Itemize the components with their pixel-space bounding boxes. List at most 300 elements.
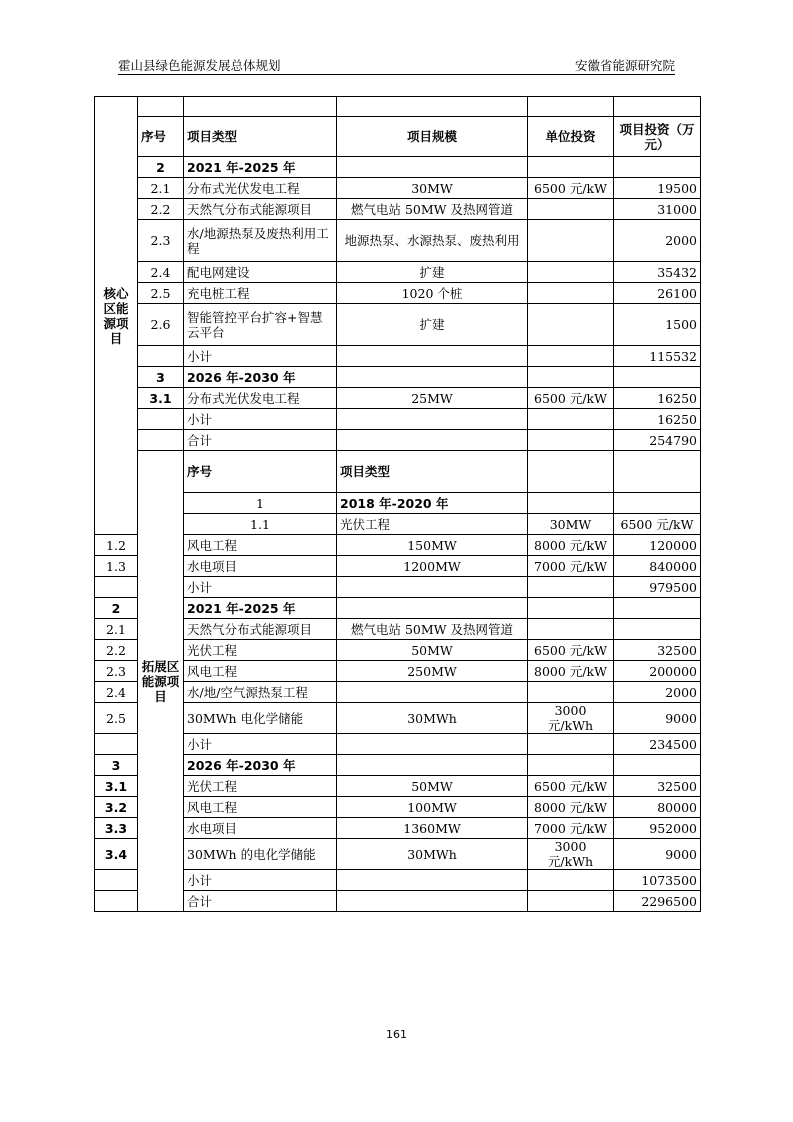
invest-cell <box>614 734 701 755</box>
invest-cell <box>614 220 701 262</box>
unit-invest-cell <box>528 409 614 430</box>
table-row <box>95 556 701 577</box>
type-cell-text: 风电工程 <box>187 799 238 815</box>
empty-cell <box>337 755 528 776</box>
invest-cell-text: 952000 <box>649 820 697 836</box>
invest-cell <box>614 818 701 839</box>
section-title-cell-text: 2018 年-2020 年 <box>340 495 449 511</box>
table-row <box>95 178 701 199</box>
invest-cell-text: 9000 <box>665 846 697 862</box>
seq-cell <box>95 839 138 870</box>
unit-invest-cell <box>528 640 614 661</box>
unit-invest-cell <box>528 388 614 409</box>
seq-cell <box>138 178 184 199</box>
invest-cell-text: 19500 <box>657 180 697 196</box>
seq-cell <box>95 891 138 912</box>
invest-cell-text: 16250 <box>657 411 697 427</box>
header-type-text: 项目类型 <box>340 464 391 479</box>
empty-cell <box>528 451 614 493</box>
type-cell-text: 合计 <box>187 432 213 448</box>
type-cell <box>184 703 337 734</box>
seq-cell-text: 2.5 <box>150 285 171 301</box>
type-cell <box>184 346 337 367</box>
invest-cell <box>614 703 701 734</box>
scale-cell <box>337 703 528 734</box>
scale-cell <box>337 839 528 870</box>
scale-cell-text: 30MWh <box>407 710 457 726</box>
table-row <box>95 346 701 367</box>
scale-cell-text: 250MW <box>407 663 457 679</box>
invest-cell-text: 32500 <box>657 778 697 794</box>
unit-invest-cell <box>528 661 614 682</box>
invest-cell <box>614 409 701 430</box>
scale-cell-text: 1360MW <box>403 820 461 836</box>
invest-cell-text: 200000 <box>649 663 697 679</box>
seq-cell <box>138 199 184 220</box>
scale-cell-text: 燃气电站 50MW 及热网管道 <box>351 201 513 217</box>
table-row <box>95 220 701 262</box>
unit-invest-cell <box>528 262 614 283</box>
scale-cell <box>337 430 528 451</box>
table-row <box>95 839 701 870</box>
empty-cell <box>138 97 184 117</box>
section-seq-cell <box>138 367 184 388</box>
scale-cell-text: 地源热泵、水源热泵、废热利用 <box>344 233 520 248</box>
empty-cell <box>528 367 614 388</box>
unit-invest-cell <box>528 535 614 556</box>
scale-cell-text: 50MW <box>411 642 453 658</box>
region-label-expansion-text: 拓展区能源项目 <box>141 658 180 704</box>
header-unit-invest-text: 单位投资 <box>545 129 596 144</box>
institution-name: 安徽省能源研究院 <box>574 58 675 73</box>
type-cell-text: 水/地源热泵及废热利用工程 <box>187 225 329 256</box>
section-seq-cell-text: 3 <box>156 369 165 385</box>
table-row <box>95 577 701 598</box>
table-row <box>95 682 701 703</box>
table-row <box>95 703 701 734</box>
document-title: 霍山县绿色能源发展总体规划 <box>118 58 281 73</box>
empty-cell <box>614 367 701 388</box>
unit-invest-cell <box>528 304 614 346</box>
unit-invest-cell <box>528 797 614 818</box>
type-cell-text: 天然气分布式能源项目 <box>187 621 313 637</box>
seq-cell-text: 2.4 <box>106 684 126 700</box>
invest-cell <box>614 839 701 870</box>
section-seq-cell-text: 2 <box>156 159 165 175</box>
unit-invest-cell-text: 6500 元/kW <box>534 390 607 406</box>
table-row <box>95 304 701 346</box>
invest-cell <box>614 283 701 304</box>
empty-cell <box>614 451 701 493</box>
invest-cell <box>614 661 701 682</box>
scale-cell-text: 扩建 <box>419 264 445 280</box>
type-cell <box>184 388 337 409</box>
scale-cell <box>337 577 528 598</box>
seq-cell <box>138 409 184 430</box>
type-cell <box>184 262 337 283</box>
scale-cell <box>337 797 528 818</box>
invest-cell-text: 80000 <box>657 799 697 815</box>
seq-cell <box>95 661 138 682</box>
unit-invest-cell <box>528 870 614 891</box>
investment-table <box>94 96 701 912</box>
scale-cell-text: 燃气电站 50MW 及热网管道 <box>351 621 513 637</box>
invest-cell-text: 16250 <box>657 390 697 406</box>
type-cell-text: 小计 <box>187 872 213 888</box>
unit-invest-cell-text: 8000 元/kW <box>534 537 607 553</box>
type-cell <box>184 818 337 839</box>
table-row <box>95 734 701 755</box>
scale-cell <box>337 535 528 556</box>
invest-cell <box>614 619 701 640</box>
empty-cell <box>528 755 614 776</box>
type-cell <box>184 619 337 640</box>
section-row <box>95 367 701 388</box>
seq-cell-text: 3.4 <box>104 846 128 862</box>
section-title-cell <box>184 157 337 178</box>
seq-cell <box>95 818 138 839</box>
type-cell <box>184 839 337 870</box>
unit-invest-cell-text: 6500 元/kW <box>534 778 607 794</box>
type-cell <box>184 409 337 430</box>
empty-cell <box>337 97 528 117</box>
header-seq-text: 序号 <box>187 464 213 479</box>
scale-cell <box>528 514 614 535</box>
scale-cell <box>337 619 528 640</box>
table-row <box>95 262 701 283</box>
scale-cell-text: 100MW <box>407 799 457 815</box>
unit-invest-cell-text: 6500 元/kW <box>534 642 607 658</box>
table-row <box>95 283 701 304</box>
type-cell-text: 配电网建设 <box>187 264 250 280</box>
empty-cell <box>614 97 701 117</box>
header-type <box>184 117 337 157</box>
seq-cell <box>95 556 138 577</box>
type-cell <box>184 199 337 220</box>
invest-cell <box>614 178 701 199</box>
invest-cell-text: 32500 <box>657 642 697 658</box>
empty-cell <box>337 367 528 388</box>
invest-cell-text: 979500 <box>649 579 697 595</box>
type-cell <box>184 178 337 199</box>
section-seq-cell <box>138 157 184 178</box>
invest-cell-text: 9000 <box>665 710 697 726</box>
seq-cell-text: 3.3 <box>104 820 128 836</box>
section-title-cell <box>184 755 337 776</box>
header-seq-text: 序号 <box>141 129 167 144</box>
scale-cell <box>337 776 528 797</box>
seq-cell-text: 2.1 <box>150 180 171 196</box>
type-cell-text: 30MWh 的电化学储能 <box>187 846 316 862</box>
type-cell-text: 小计 <box>187 411 213 427</box>
type-cell <box>184 682 337 703</box>
scale-cell <box>337 870 528 891</box>
scale-cell <box>337 891 528 912</box>
scale-cell-text: 30MW <box>411 180 453 196</box>
unit-invest-cell <box>528 220 614 262</box>
section-title-cell <box>337 493 528 514</box>
type-cell-text: 风电工程 <box>187 663 238 679</box>
seq-cell-text: 1.2 <box>106 537 126 553</box>
empty-cell <box>614 755 701 776</box>
section-row <box>95 755 701 776</box>
invest-cell <box>614 556 701 577</box>
invest-cell-text: 2000 <box>665 233 697 248</box>
section-seq-cell-text: 2 <box>111 600 121 616</box>
table-row <box>95 535 701 556</box>
scale-cell <box>337 682 528 703</box>
seq-cell <box>95 640 138 661</box>
seq-cell <box>95 682 138 703</box>
seq-cell-text: 2.2 <box>150 201 171 217</box>
invest-cell-text: 2296500 <box>641 893 697 909</box>
scale-cell <box>337 262 528 283</box>
section-row <box>95 493 701 514</box>
invest-cell <box>614 870 701 891</box>
scale-cell-text: 1020 个桩 <box>401 285 463 301</box>
header-type <box>337 451 528 493</box>
invest-cell <box>614 430 701 451</box>
type-cell-text: 分布式光伏发电工程 <box>187 180 300 196</box>
header-scale <box>337 117 528 157</box>
unit-invest-cell-text: 6500 元/kW <box>534 180 607 196</box>
unit-invest-cell <box>528 891 614 912</box>
invest-cell <box>614 682 701 703</box>
invest-cell <box>614 797 701 818</box>
section-title-cell <box>184 598 337 619</box>
scale-cell-text: 25MW <box>411 390 453 406</box>
type-cell-text: 充电桩工程 <box>187 285 250 301</box>
scale-cell <box>337 409 528 430</box>
scale-cell <box>337 346 528 367</box>
type-cell <box>184 640 337 661</box>
invest-cell <box>614 640 701 661</box>
seq-cell <box>138 220 184 262</box>
seq-cell <box>95 870 138 891</box>
empty-cell <box>614 598 701 619</box>
seq-cell <box>95 797 138 818</box>
type-cell-text: 水/地/空气源热泵工程 <box>187 684 308 700</box>
seq-cell <box>184 514 337 535</box>
seq-cell <box>138 430 184 451</box>
table-row <box>95 388 701 409</box>
type-cell-text: 光伏工程 <box>187 778 238 794</box>
invest-cell <box>614 262 701 283</box>
unit-invest-cell <box>614 514 701 535</box>
header-total-invest <box>614 117 701 157</box>
section-row <box>95 598 701 619</box>
unit-invest-cell <box>528 682 614 703</box>
running-header <box>118 56 675 73</box>
section-title-cell-text: 2026 年-2030 年 <box>187 369 296 385</box>
scale-cell-text: 150MW <box>407 537 457 553</box>
region-label-core-text: 核心区能源项目 <box>103 285 129 346</box>
type-cell-text: 天然气分布式能源项目 <box>187 201 313 217</box>
scale-cell <box>337 178 528 199</box>
seq-cell <box>138 304 184 346</box>
section-seq-cell <box>184 493 337 514</box>
type-cell <box>184 870 337 891</box>
unit-invest-cell-text: 7000 元/kW <box>534 820 607 836</box>
invest-cell <box>614 388 701 409</box>
unit-invest-cell <box>528 734 614 755</box>
invest-cell-text: 234500 <box>649 736 697 752</box>
type-cell-text: 智能管控平台扩容+智慧云平台 <box>187 309 323 340</box>
region-label-core <box>95 97 138 535</box>
type-cell <box>337 514 528 535</box>
unit-invest-cell <box>528 556 614 577</box>
scale-cell <box>337 661 528 682</box>
type-cell-text: 合计 <box>187 893 213 909</box>
seq-cell <box>95 703 138 734</box>
table-row <box>95 891 701 912</box>
unit-invest-cell-text: 8000 元/kW <box>534 663 607 679</box>
empty-cell <box>337 157 528 178</box>
seq-cell <box>95 734 138 755</box>
region-label-expansion <box>138 451 184 912</box>
seq-cell-text: 2.2 <box>106 642 126 658</box>
section-title-cell-text: 2021 年-2025 年 <box>187 159 296 175</box>
invest-cell-text: 1073500 <box>641 872 697 888</box>
type-cell <box>184 304 337 346</box>
seq-cell-text: 3.1 <box>149 390 172 406</box>
seq-cell <box>95 776 138 797</box>
invest-cell <box>614 535 701 556</box>
header-type-text: 项目类型 <box>187 129 238 144</box>
unit-invest-cell-text: 3000 元/kWh <box>547 703 594 733</box>
unit-invest-cell-text: 7000 元/kW <box>534 558 607 574</box>
invest-cell <box>614 346 701 367</box>
unit-invest-cell <box>528 818 614 839</box>
section-title-cell-text: 2021 年-2025 年 <box>187 600 296 616</box>
seq-cell-text: 3.1 <box>104 778 128 794</box>
empty-cell <box>528 157 614 178</box>
type-cell <box>184 283 337 304</box>
seq-cell-text: 2.3 <box>150 233 171 248</box>
unit-invest-cell <box>528 346 614 367</box>
header-rule <box>118 74 675 75</box>
section-seq-cell <box>95 755 138 776</box>
invest-cell-text: 1500 <box>665 317 697 332</box>
invest-cell-text: 26100 <box>657 285 697 301</box>
invest-cell-text: 31000 <box>657 201 697 217</box>
unit-invest-cell <box>528 577 614 598</box>
type-cell <box>184 891 337 912</box>
seq-cell <box>138 346 184 367</box>
type-cell-text: 水电项目 <box>187 820 238 836</box>
invest-cell <box>614 891 701 912</box>
seq-cell-text: 1.1 <box>250 516 270 532</box>
table-row <box>95 661 701 682</box>
empty-cell <box>614 157 701 178</box>
table-row <box>95 199 701 220</box>
type-cell <box>184 797 337 818</box>
seq-cell-text: 2.3 <box>106 663 126 679</box>
invest-cell <box>614 577 701 598</box>
seq-cell-text: 2.4 <box>150 264 171 280</box>
seq-cell-text: 2.1 <box>106 621 126 637</box>
empty-cell <box>528 97 614 117</box>
seq-cell <box>138 388 184 409</box>
invest-cell-text: 2000 <box>665 684 697 700</box>
section-title-cell-text: 2026 年-2030 年 <box>187 757 296 773</box>
invest-cell-text: 115532 <box>649 348 697 364</box>
seq-cell <box>138 262 184 283</box>
type-cell <box>184 776 337 797</box>
unit-invest-cell <box>528 839 614 870</box>
type-cell-text: 30MWh 电化学储能 <box>187 710 304 726</box>
table-row <box>95 797 701 818</box>
unit-invest-cell <box>528 283 614 304</box>
header-row <box>95 117 701 157</box>
unit-invest-cell-text: 3000 元/kWh <box>547 839 594 869</box>
seq-cell <box>95 619 138 640</box>
table-row <box>95 514 701 535</box>
scale-cell <box>337 556 528 577</box>
type-cell-text: 分布式光伏发电工程 <box>187 390 300 406</box>
scale-cell <box>337 199 528 220</box>
invest-cell <box>614 304 701 346</box>
invest-cell <box>614 199 701 220</box>
type-cell <box>184 556 337 577</box>
type-cell <box>184 661 337 682</box>
seq-cell-text: 2.5 <box>106 710 126 726</box>
invest-cell-text: 840000 <box>649 558 697 574</box>
section-row <box>95 157 701 178</box>
scale-cell <box>337 640 528 661</box>
header-seq <box>184 451 337 493</box>
scale-cell-text: 1200MW <box>403 558 461 574</box>
header-row <box>95 451 701 493</box>
header-unit-invest <box>528 117 614 157</box>
table-row <box>95 409 701 430</box>
type-cell-text: 小计 <box>187 736 213 752</box>
scale-cell <box>337 818 528 839</box>
type-cell-text: 小计 <box>187 348 213 364</box>
header-total-invest-text: 项目投资（万元） <box>619 121 695 152</box>
header-seq <box>138 117 184 157</box>
top-blank-row <box>95 97 701 117</box>
type-cell <box>184 535 337 556</box>
table-row <box>95 430 701 451</box>
unit-invest-cell <box>528 430 614 451</box>
seq-cell <box>95 535 138 556</box>
unit-invest-cell <box>528 619 614 640</box>
unit-invest-cell <box>528 199 614 220</box>
empty-cell <box>528 598 614 619</box>
type-cell-text: 水电项目 <box>187 558 238 574</box>
scale-cell <box>337 304 528 346</box>
type-cell-text: 风电工程 <box>187 537 238 553</box>
section-title-cell <box>184 367 337 388</box>
seq-cell <box>95 577 138 598</box>
header-scale-text: 项目规模 <box>406 129 457 144</box>
empty-cell <box>337 598 528 619</box>
invest-cell <box>614 776 701 797</box>
unit-invest-cell <box>528 178 614 199</box>
scale-cell-text: 50MW <box>411 778 453 794</box>
empty-cell <box>184 97 337 117</box>
section-seq-cell-text: 3 <box>111 757 121 773</box>
unit-invest-cell-text: 6500 元/kW <box>620 516 694 532</box>
scale-cell <box>337 283 528 304</box>
table-row <box>95 640 701 661</box>
type-cell <box>184 220 337 262</box>
table-row <box>95 818 701 839</box>
unit-invest-cell <box>528 776 614 797</box>
scale-cell-text: 扩建 <box>419 317 445 332</box>
seq-cell-text: 1.3 <box>106 558 126 574</box>
